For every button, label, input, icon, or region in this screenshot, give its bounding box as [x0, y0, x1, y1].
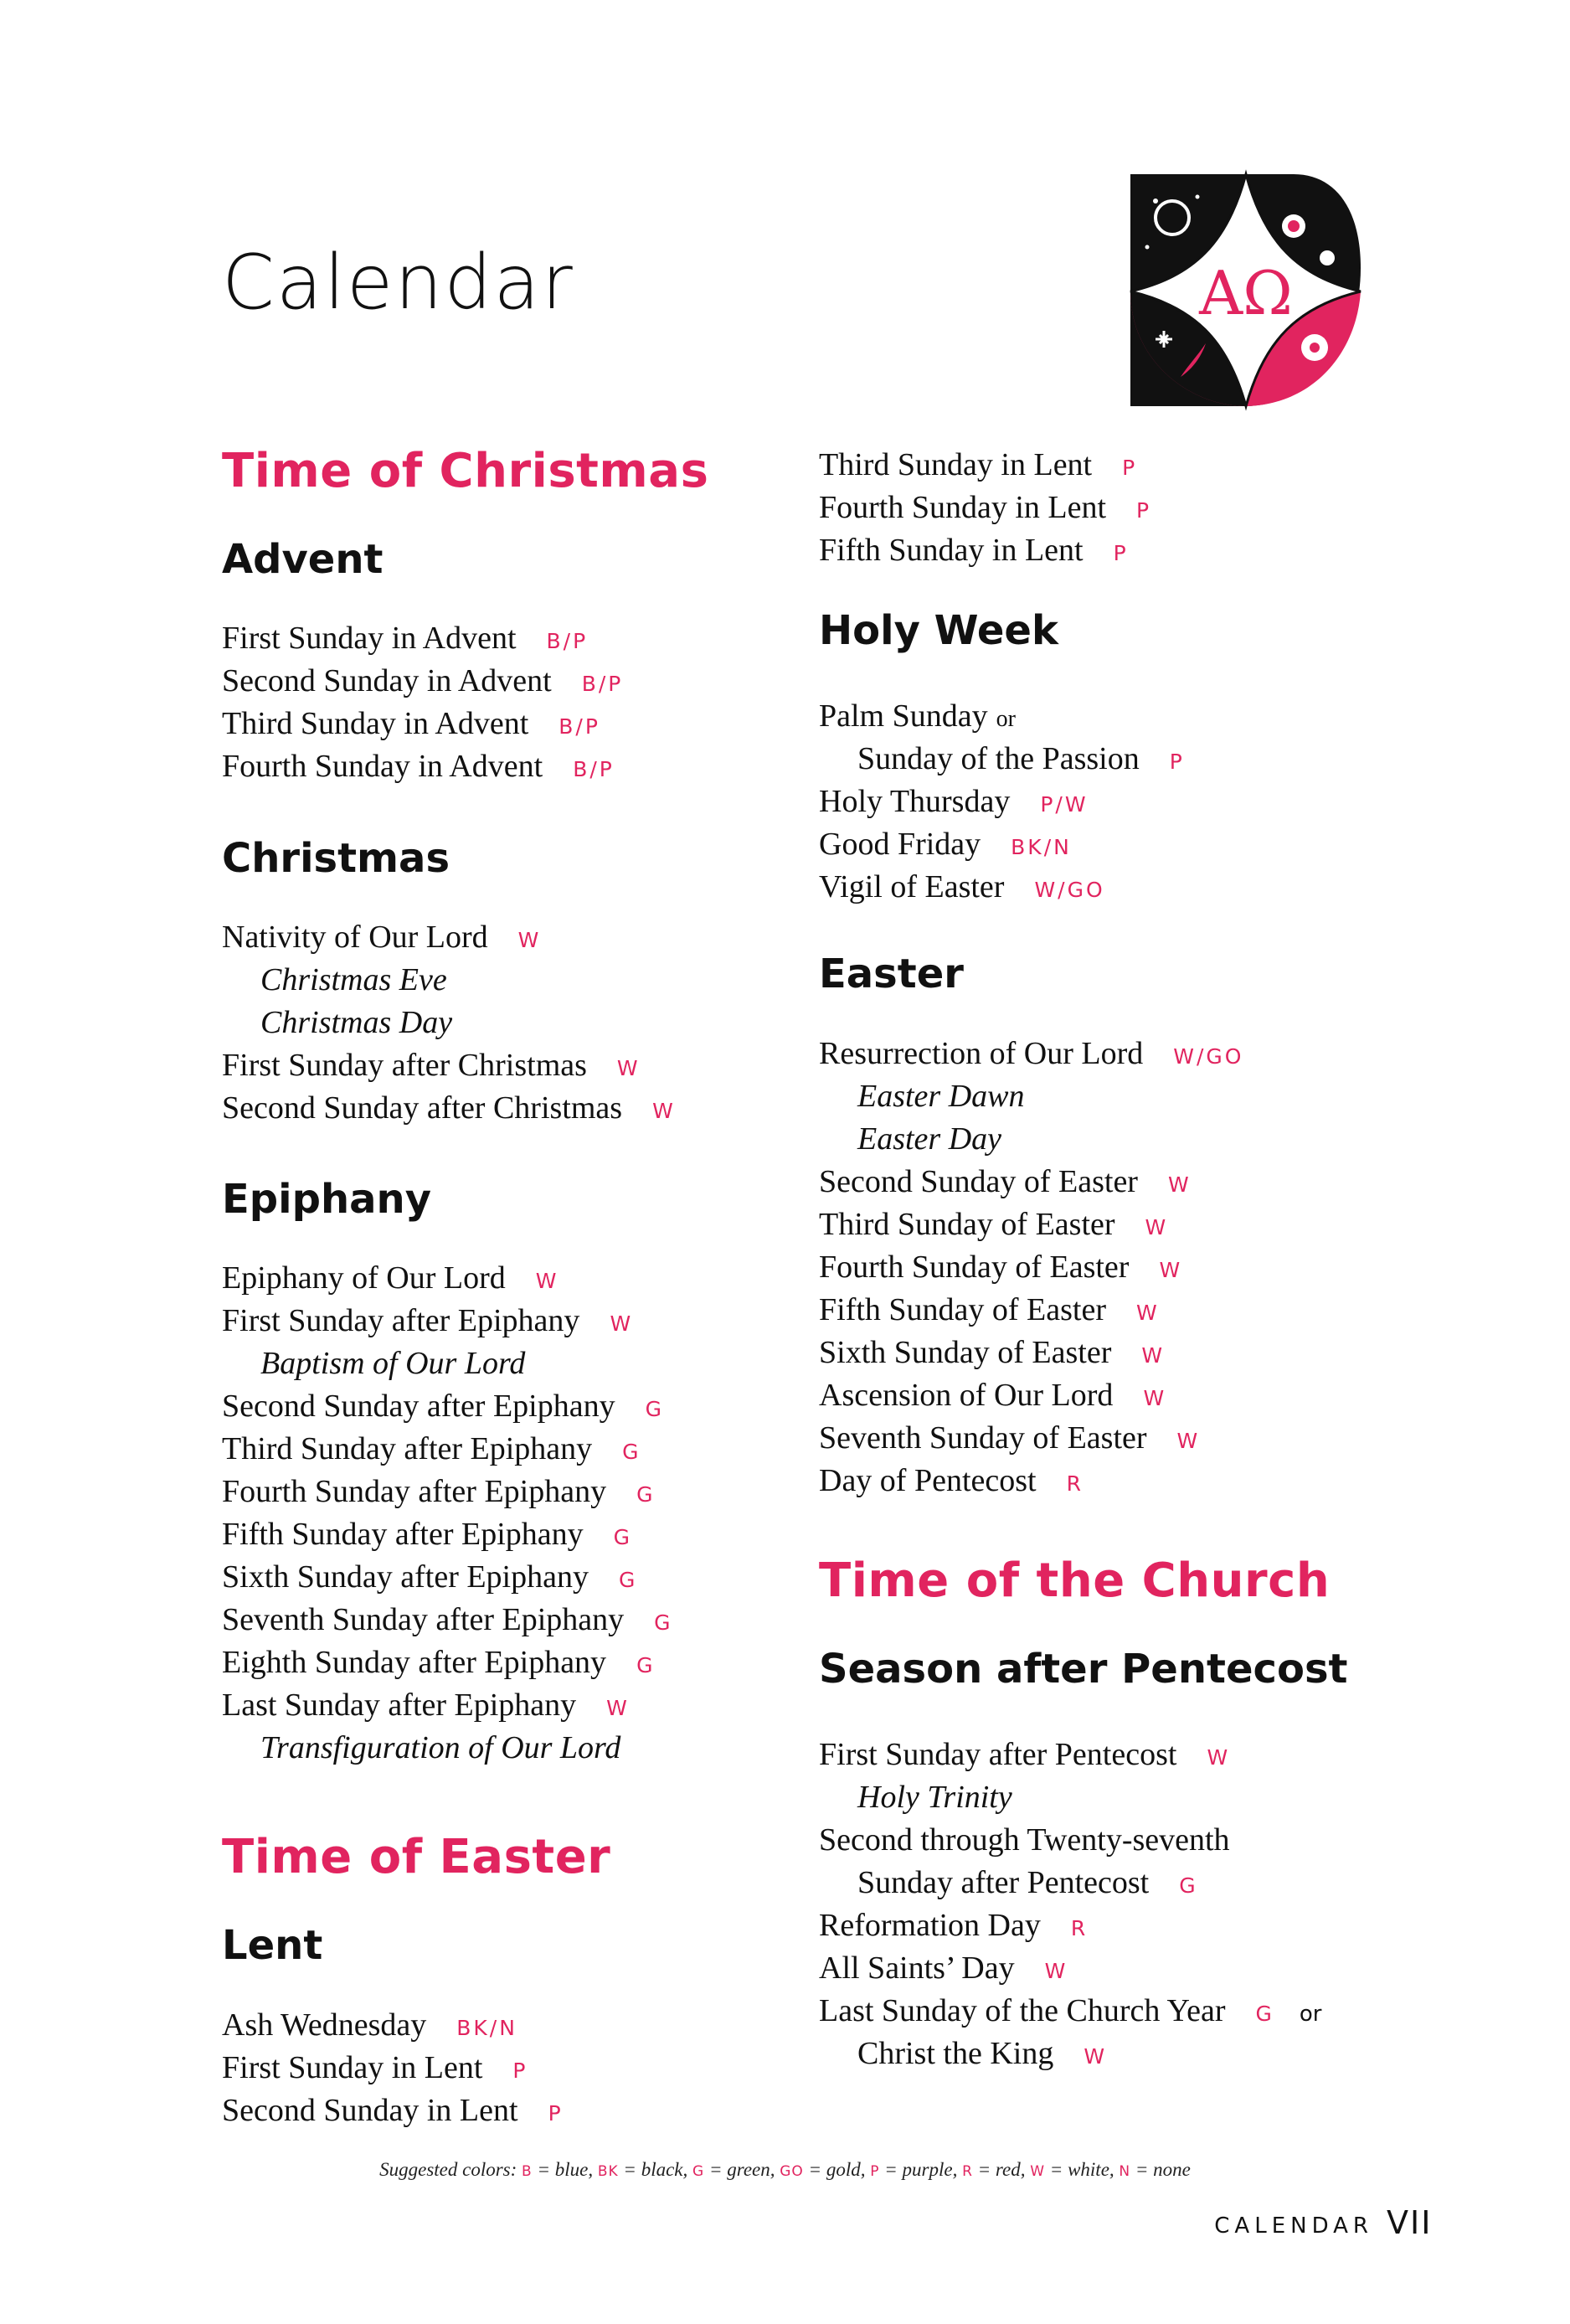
lent-heading: Lent [222, 1922, 323, 1969]
legend-code: BK [597, 2163, 619, 2180]
list-item: Second Sunday after Christmas W [222, 1090, 676, 1126]
running-footer-label: CALENDAR [1214, 2213, 1373, 2239]
list-item: Nativity of Our Lord W [222, 920, 542, 955]
list-item: First Sunday after Pentecost W [819, 1737, 1231, 1772]
list-item: Second Sunday of Easter W [819, 1164, 1192, 1199]
list-item: Easter Dawn [857, 1079, 1025, 1114]
list-item: Day of Pentecost R [819, 1463, 1084, 1498]
list-item: Sunday of the Passion P [857, 741, 1185, 776]
list-item: Fourth Sunday in Lent P [819, 490, 1152, 525]
list-item: Holy Trinity [857, 1780, 1012, 1815]
holy-week-list [819, 695, 1185, 909]
list-item: Christmas Eve [260, 962, 447, 997]
list-item: Seventh Sunday of Easter W [819, 1420, 1201, 1456]
list-item: Sixth Sunday of Easter W [819, 1335, 1166, 1370]
time-of-the-church-heading: Time of the Church [819, 1554, 1331, 1608]
alpha-omega-letters: AΩ [1199, 258, 1293, 328]
list-item: Last Sunday after Epiphany W [222, 1688, 630, 1723]
list-item: Sixth Sunday after Epiphany G [222, 1559, 638, 1595]
list-item: Second through Twenty-seventh [819, 1822, 1230, 1858]
list-item: First Sunday in Advent B/P [222, 621, 589, 656]
list-item: First Sunday after Christmas W [222, 1048, 641, 1083]
list-item: Reformation Day R [819, 1908, 1089, 1943]
epiphany-heading: Epiphany [222, 1176, 431, 1223]
legend-code: R [962, 2163, 973, 2180]
season-after-pentecost-heading: Season after Pentecost [819, 1646, 1348, 1693]
list-item: Vigil of Easter W/GO [819, 869, 1105, 904]
list-item: Fourth Sunday in Advent B/P [222, 749, 615, 784]
list-item: Second Sunday in Advent B/P [222, 663, 624, 698]
list-item: All Saints’ Day W [819, 1950, 1068, 1986]
list-item: Fifth Sunday of Easter W [819, 1292, 1160, 1327]
list-item: Eighth Sunday after Epiphany G [222, 1645, 656, 1680]
christmas-list [222, 916, 676, 1130]
christmas-heading: Christmas [222, 835, 450, 882]
list-item: Third Sunday in Lent P [819, 447, 1138, 482]
list-item: First Sunday in Lent P [222, 2050, 528, 2085]
legend-color-name: purple [902, 2159, 953, 2180]
legend-prefix: Suggested colors: [379, 2159, 517, 2180]
list-item: Christmas Day [260, 1005, 453, 1040]
list-item: Fourth Sunday after Epiphany G [222, 1474, 656, 1509]
legend-code: G [692, 2163, 705, 2180]
list-item: Christ the King W [857, 2036, 1108, 2071]
legend-color-name: black [641, 2159, 683, 2180]
list-item: Second Sunday in Lent P [222, 2093, 564, 2128]
lent-continued-list [819, 444, 1151, 572]
list-item: Sunday after Pentecost G [857, 1865, 1198, 1900]
list-item: Second Sunday after Epiphany G [222, 1389, 664, 1424]
holy-week-heading: Holy Week [819, 607, 1058, 654]
page-title: Calendar [222, 239, 574, 327]
legend-code: N [1119, 2163, 1131, 2180]
list-item: Holy Thursday P/W [819, 784, 1089, 819]
legend-color-name: white [1068, 2159, 1109, 2180]
legend-color-name: none [1153, 2159, 1191, 2180]
list-item: Easter Day [857, 1121, 1002, 1157]
list-item: Third Sunday of Easter W [819, 1207, 1169, 1242]
legend-code: W [1030, 2163, 1046, 2180]
list-item: First Sunday after Epiphany W [222, 1303, 634, 1338]
list-item: Good Friday BK/N [819, 827, 1072, 862]
color-legend: Suggested colors: B = blue, BK = black, G = green, GO = gold, P = purple, R = red, W = white, N = none [379, 2159, 1191, 2180]
easter-list [819, 1033, 1243, 1502]
legend-code: B [522, 2163, 533, 2180]
lent-list [222, 2004, 564, 2132]
legend-color-name: gold [826, 2159, 861, 2180]
list-item: Fifth Sunday after Epiphany G [222, 1517, 633, 1552]
list-item: Third Sunday in Advent B/P [222, 706, 600, 741]
list-item: Fifth Sunday in Lent P [819, 533, 1129, 568]
legend-color-name: blue [554, 2159, 589, 2180]
epiphany-list [222, 1257, 673, 1770]
pentecost-list [819, 1734, 1321, 2075]
legend-color-name: green [727, 2159, 770, 2180]
advent-list [222, 617, 623, 788]
legend-code: P [870, 2163, 880, 2180]
time-of-easter-heading: Time of Easter [222, 1830, 611, 1884]
legend-code: GO [780, 2163, 804, 2180]
list-item: Palm Sunday or [819, 698, 1016, 734]
list-item: Transfiguration of Our Lord [260, 1730, 621, 1765]
easter-heading: Easter [819, 951, 964, 997]
alpha-omega-emblem-icon [1122, 167, 1365, 419]
list-item: Ascension of Our Lord W [819, 1378, 1167, 1413]
list-item: Epiphany of Our Lord W [222, 1260, 559, 1296]
list-item: Last Sunday of the Church Year G or [819, 1993, 1322, 2028]
list-item: Baptism of Our Lord [260, 1346, 526, 1381]
advent-heading: Advent [222, 536, 383, 583]
legend-color-name: red [995, 2159, 1021, 2180]
list-item: Third Sunday after Epiphany G [222, 1431, 641, 1466]
list-item: Resurrection of Our Lord W/GO [819, 1036, 1244, 1071]
list-item: Fourth Sunday of Easter W [819, 1250, 1183, 1285]
list-item: Seventh Sunday after Epiphany G [222, 1602, 673, 1637]
time-of-christmas-heading: Time of Christmas [222, 444, 709, 498]
page-number: VII [1387, 2204, 1433, 2241]
list-item: Ash Wednesday BK/N [222, 2007, 517, 2043]
